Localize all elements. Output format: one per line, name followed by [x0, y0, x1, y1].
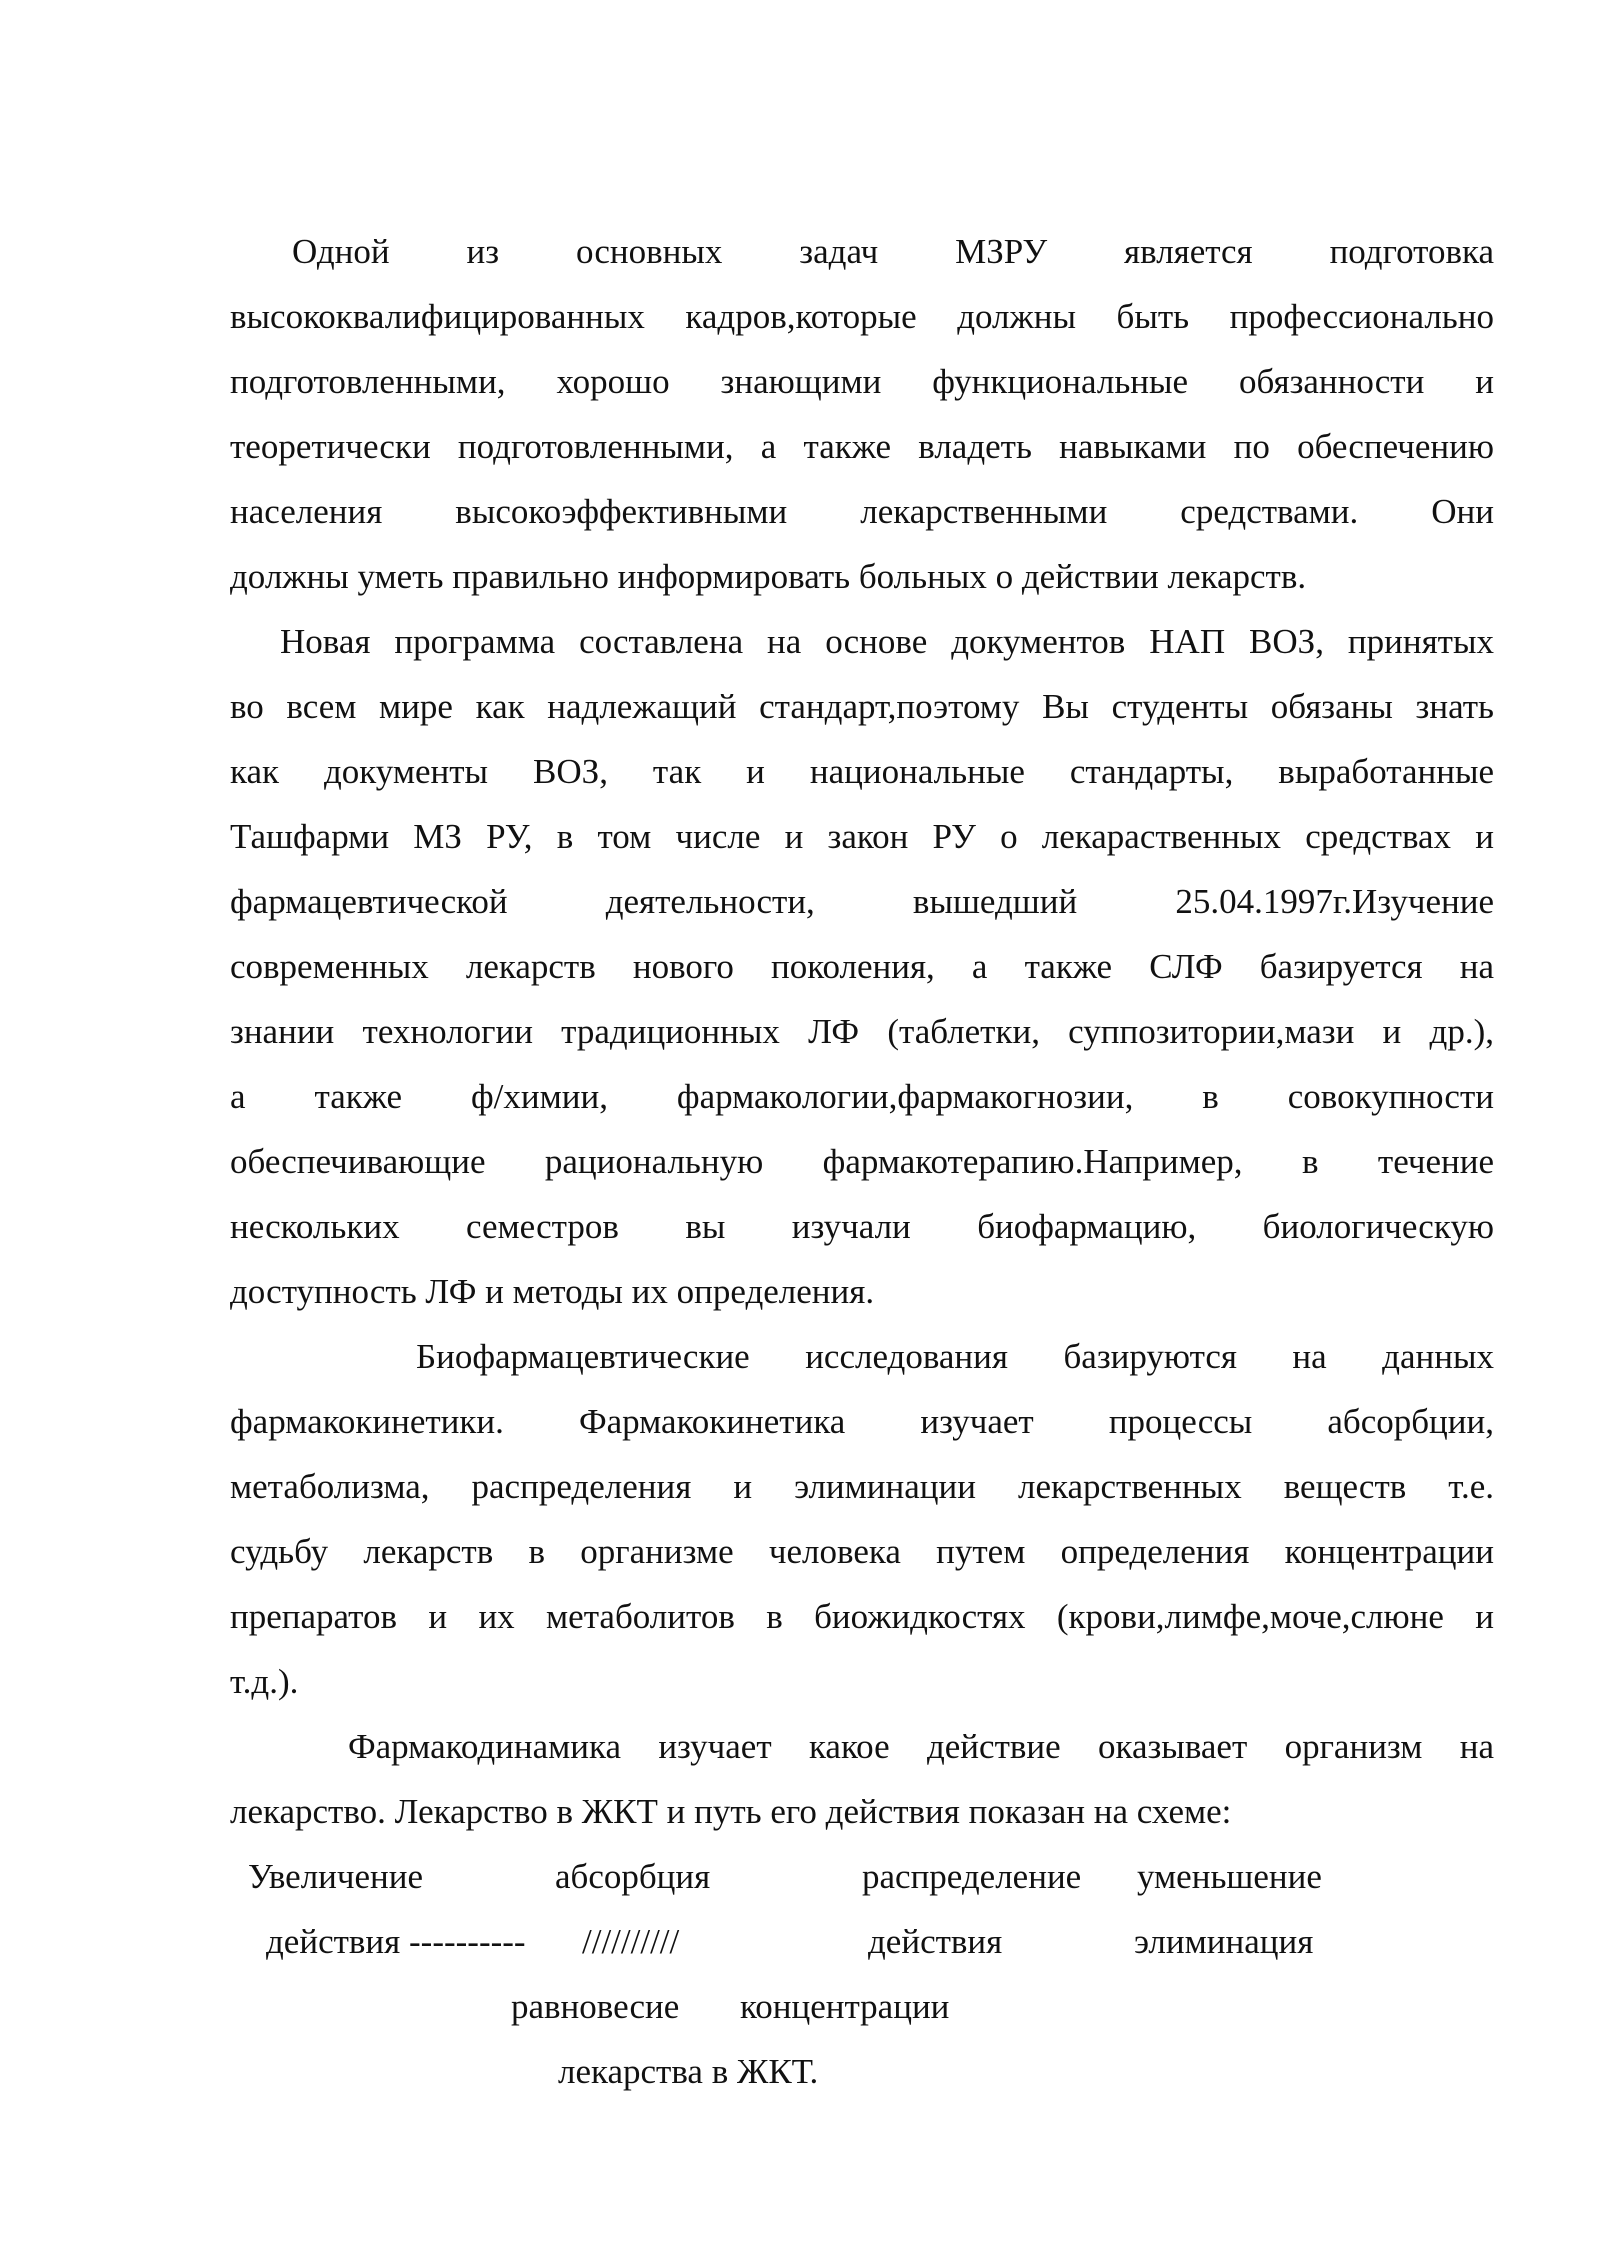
paragraph-line: т.д.). [230, 1662, 299, 1701]
paragraph-line: теоретически подготовленными, а также владеть навыками по обеспечению [230, 427, 1494, 466]
paragraph-line: лекарство. Лекарство в ЖКТ и путь его действия показан на схеме: [230, 1792, 1232, 1831]
paragraph-line: как документы ВОЗ, так и национальные стандарты, выработанные [230, 752, 1494, 791]
scheme-label-absorption: абсорбция [555, 1857, 711, 1896]
paragraph-line: Одной из основных задач МЗРУ является подготовка [292, 232, 1494, 271]
paragraph-line: населения высокоэффективными лекарственными средствами. Они [230, 492, 1494, 531]
paragraph-line: обеспечивающие рациональную фармакотерапию.Например, в течение [230, 1142, 1494, 1181]
paragraph-line: Фармакодинамика изучает какое действие оказывает организм на [348, 1727, 1494, 1766]
paragraph-line: Биофармацевтические исследования базируются на данных [416, 1337, 1494, 1376]
scheme-label-action: действия [868, 1922, 1003, 1961]
scheme-label-concentration: концентрации [740, 1987, 950, 2026]
paragraph-line: нескольких семестров вы изучали биофармацию, биологическую [230, 1207, 1494, 1246]
paragraph-line: препаратов и их метаболитов в биожидкостях (крови,лимфе,моче,слюне и [230, 1597, 1494, 1636]
scheme-label-action-arrow: действия ---------- [266, 1922, 526, 1961]
scheme-label-increase: Увеличение [248, 1857, 424, 1896]
paragraph-line: должны уметь правильно информировать больных о действии лекарств. [230, 557, 1307, 596]
scheme-label-decrease: уменьшение [1137, 1857, 1322, 1896]
scheme-label-drug-in-gi: лекарства в ЖКТ. [558, 2052, 819, 2091]
paragraph-line: Новая программа составлена на основе документов НАП ВОЗ, принятых [280, 622, 1494, 661]
paragraph-line: а также ф/химии, фармакологии,фармакогнозии, в совокупности [230, 1077, 1494, 1116]
scheme-label-slashes: ////////// [582, 1922, 680, 1961]
paragraph-line: современных лекарств нового поколения, а также СЛФ базируется на [230, 947, 1494, 986]
paragraph-line: во всем мире как надлежащий стандарт,поэтому Вы студенты обязаны знать [230, 687, 1494, 726]
paragraph-line: высококвалифицированных кадров,которые должны быть профессионально [230, 297, 1494, 336]
paragraph-line: Ташфарми МЗ РУ, в том числе и закон РУ о лекараственных средствах и [230, 817, 1494, 856]
paragraph-line: доступность ЛФ и методы их определения. [230, 1272, 875, 1311]
paragraph-line: фармацевтической деятельности, вышедший 25.04.1997г.Изучение [230, 882, 1494, 921]
scheme-label-distribution: распределение [862, 1857, 1082, 1896]
scheme-label-elimination: элиминация [1134, 1922, 1314, 1961]
scheme-label-equilibrium: равновесие [511, 1987, 680, 2026]
paragraph-line: знании технологии традиционных ЛФ (таблетки, суппозитории,мази и др.), [230, 1012, 1494, 1051]
paragraph-line: фармакокинетики. Фармакокинетика изучает процессы абсорбции, [230, 1402, 1494, 1441]
paragraph-line: метаболизма, распределения и элиминации лекарственных веществ т.е. [230, 1467, 1494, 1506]
paragraph-line: подготовленными, хорошо знающими функциональные обязанности и [230, 362, 1494, 401]
paragraph-line: судьбу лекарств в организме человека путем определения концентрации [230, 1532, 1494, 1571]
